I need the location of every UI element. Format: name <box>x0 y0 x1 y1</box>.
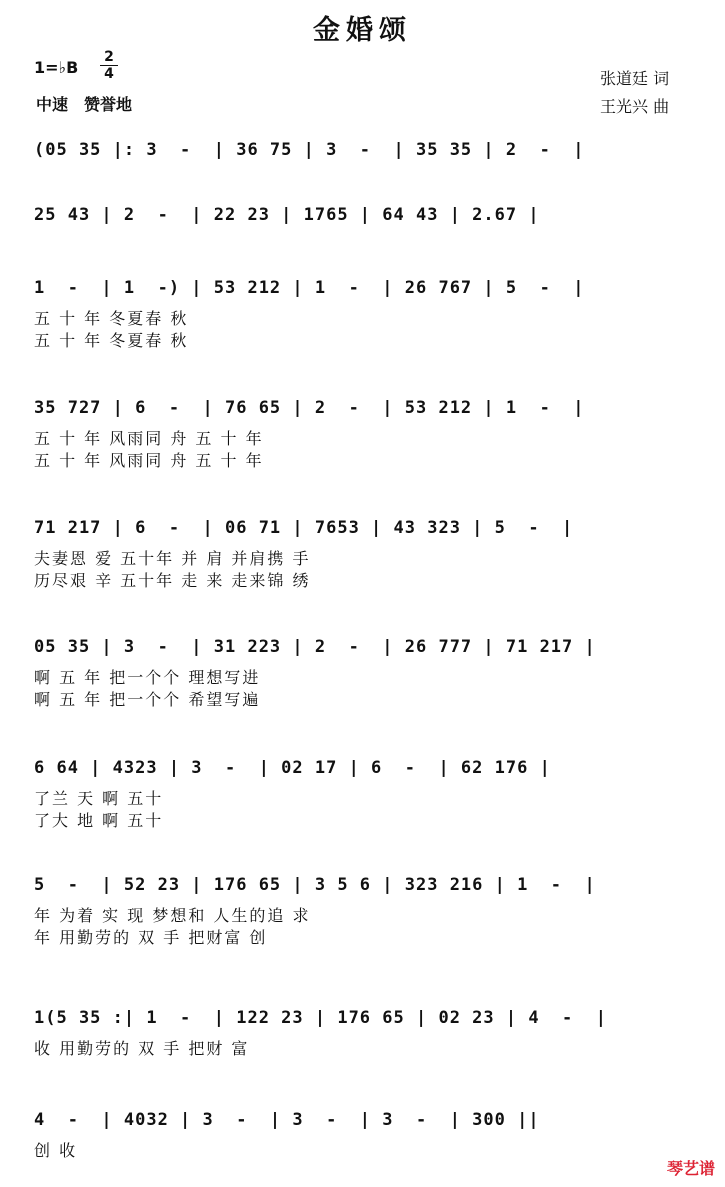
key-signature: 1=♭B <box>34 58 79 77</box>
lyric-line: 了大 地 啊 五十 <box>34 811 164 830</box>
tempo-marking: 中速 赞誉地 <box>36 95 133 114</box>
lyric-line: 夫妻恩 爱 五十年 并 肩 并肩携 手 <box>34 549 311 568</box>
meter-top: 2 <box>104 49 114 65</box>
lyric-line: 五 十 年 风雨同 舟 五 十 年 <box>34 429 264 448</box>
time-signature <box>100 50 118 81</box>
notation-line: 1 - | 1 -) | 53 212 | 1 - | 26 767 | 5 - | <box>34 278 585 298</box>
lyric-line: 五 十 年 风雨同 舟 五 十 年 <box>34 451 264 470</box>
lyric-line: 五 十 年 冬夏春 秋 <box>34 331 189 350</box>
lyric-line: 年 为着 实 现 梦想和 人生的追 求 <box>34 906 311 925</box>
lyric-line: 收 用勤劳的 双 手 把财 富 <box>34 1039 250 1058</box>
notation-line: 05 35 | 3 - | 31 223 | 2 - | 26 777 | 71 217 | <box>34 637 596 657</box>
lyric-line: 五 十 年 冬夏春 秋 <box>34 309 189 328</box>
lyric-line: 创 收 <box>34 1141 78 1160</box>
notation-line: (05 35 |: 3 - | 36 75 | 3 - | 35 35 | 2 - | <box>34 140 585 160</box>
notation-line: 71 217 | 6 - | 06 71 | 7653 | 43 323 | 5 - | <box>34 518 574 538</box>
lyric-line: 啊 五 年 把一个个 理想写进 <box>34 668 261 687</box>
notation-line: 1(5 35 :| 1 - | 122 23 | 176 65 | 02 23 | 4 - | <box>34 1008 607 1028</box>
meter-bottom: 4 <box>104 66 114 82</box>
lyric-line: 了兰 天 啊 五十 <box>34 789 164 808</box>
lyricist-credit: 张道廷 词 <box>600 69 670 88</box>
score-title: 金婚颂 <box>313 15 412 46</box>
lyric-line: 历尽艰 辛 五十年 走 来 走来锦 绣 <box>34 571 311 590</box>
notation-line: 5 - | 52 23 | 176 65 | 3 5 6 | 323 216 | 1 - | <box>34 875 596 895</box>
composer-credit: 王光兴 曲 <box>600 97 670 116</box>
notation-line: 6 64 | 4323 | 3 - | 02 17 | 6 - | 62 176 | <box>34 758 551 778</box>
lyric-line: 啊 五 年 把一个个 希望写遍 <box>34 690 261 709</box>
lyric-line: 年 用勤劳的 双 手 把财富 创 <box>34 928 268 947</box>
watermark-logo: 琴艺谱 <box>666 1159 715 1178</box>
notation-line: 35 727 | 6 - | 76 65 | 2 - | 53 212 | 1 - | <box>34 398 585 418</box>
notation-line: 4 - | 4032 | 3 - | 3 - | 3 - | 300 || <box>34 1110 540 1130</box>
notation-line: 25 43 | 2 - | 22 23 | 1765 | 64 43 | 2.67 | <box>34 205 540 225</box>
